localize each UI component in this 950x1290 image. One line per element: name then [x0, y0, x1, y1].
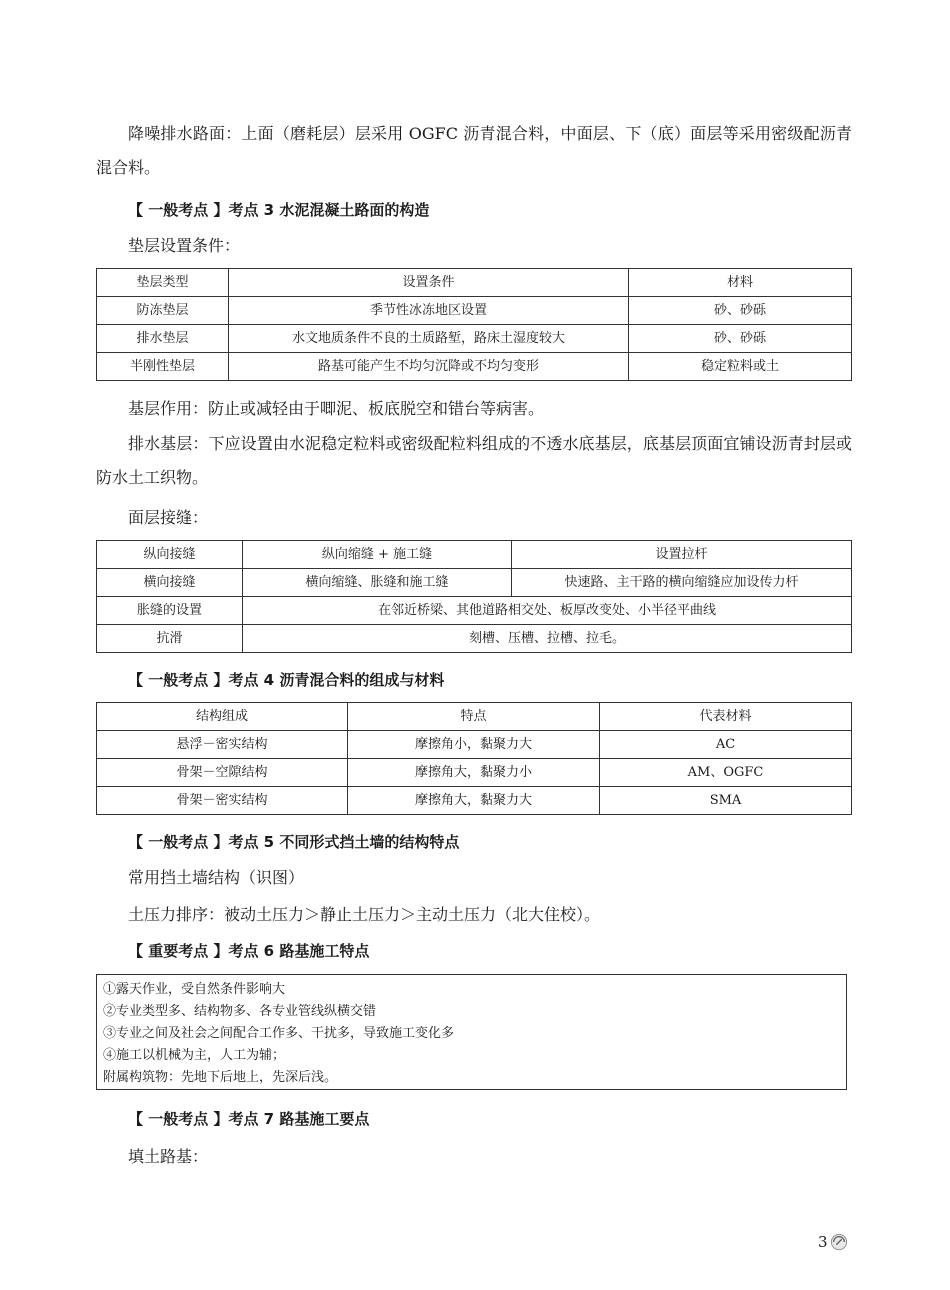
table-row [97, 731, 852, 759]
list-item: ④施工以机械为主，人工为辅； [103, 1048, 286, 1063]
table-cell: 摩擦角小，黏聚力大 [348, 731, 600, 759]
drain-base-paragraph: 排水基层：下应设置由水泥稳定粒料或密级配粒料组成的不透水底基层，底基层顶面宜铺设沥青封层或防水土工织物。 [96, 434, 852, 487]
table-header-cell: 结构组成 [97, 703, 348, 731]
section4-heading: 【 一般考点 】考点 4 沥青混合料的组成与材料 [128, 671, 445, 689]
section7-heading: 【 一般考点 】考点 7 路基施工要点 [128, 1110, 370, 1128]
intro-paragraph: 降噪排水路面：上面（磨耗层）层采用 OGFC 沥青混合料，中面层、下（底）面层等采用密级配沥青混合料。 [96, 124, 852, 177]
table-row [97, 759, 852, 787]
table-cell: AM、OGFC [600, 759, 852, 787]
table-cell: 骨架－密实结构 [97, 787, 348, 815]
table-cell: 胀缝的设置 [97, 597, 243, 625]
page-number [818, 1232, 848, 1252]
section5-heading: 【 一般考点 】考点 5 不同形式挡土墙的结构特点 [128, 833, 460, 851]
table-row [97, 569, 852, 597]
table-cell: 横向接缝 [97, 569, 243, 597]
table-cell: 水文地质条件不良的土质路堑，路床土湿度较大 [229, 325, 629, 353]
table-cell: 路基可能产生不均匀沉降或不均匀变形 [229, 353, 629, 381]
table-header-cell: 材料 [629, 269, 852, 297]
table-row [97, 325, 852, 353]
table-row [97, 297, 852, 325]
table-header-cell: 设置条件 [229, 269, 629, 297]
base-function-text: 基层作用：防止或减轻由于唧泥、板底脱空和错台等病害。 [128, 399, 545, 418]
asphalt-table [96, 702, 852, 815]
list-item: ①露天作业，受自然条件影响大 [103, 982, 286, 997]
table-cell: 稳定粒料或土 [629, 353, 852, 381]
table-header-cell: 特点 [348, 703, 600, 731]
table-row [97, 353, 852, 381]
section5-line1: 常用挡土墙结构（识图） [128, 868, 305, 887]
table-cell: 横向缩缝、胀缝和施工缝 [243, 569, 512, 597]
table-header-row [97, 703, 852, 731]
list-item: ②专业类型多、结构物多、各专业管线纵横交错 [103, 1004, 377, 1019]
table-row [97, 541, 852, 569]
joint-table [96, 540, 852, 653]
table-cell: 快速路、主干路的横向缩缝应加设传力杆 [512, 569, 852, 597]
table-cell: 抗滑 [97, 625, 243, 653]
table-cell: 季节性冰冻地区设置 [229, 297, 629, 325]
page-number-text: 3 [818, 1233, 828, 1251]
table-header-cell: 垫层类型 [97, 269, 229, 297]
section3-heading: 【 一般考点 】考点 3 水泥混凝土路面的构造 [128, 201, 430, 219]
table-cell: 砂、砂砾 [629, 297, 852, 325]
joint-label: 面层接缝： [128, 508, 209, 527]
section6-heading: 【 重要考点 】考点 6 路基施工特点 [128, 942, 370, 960]
cushion-table [96, 268, 852, 381]
table-cell: 排水垫层 [97, 325, 229, 353]
table-cell: 摩擦角大，黏聚力小 [348, 759, 600, 787]
table-cell: 在邻近桥梁、其他道路相交处、板厚改变处、小半径平曲线 [243, 597, 852, 625]
table-cell: 摩擦角大，黏聚力大 [348, 787, 600, 815]
cushion-label: 垫层设置条件： [128, 236, 241, 255]
section5-line2: 土压力排序：被动土压力＞静止土压力＞主动土压力（北大住校）。 [128, 905, 601, 924]
page-corner-icon [830, 1233, 848, 1251]
table-row [97, 787, 852, 815]
list-item: ③专业之间及社会之间配合工作多、干扰多，导致施工变化多 [103, 1026, 455, 1041]
table-row [97, 625, 852, 653]
table-header-cell: 代表材料 [600, 703, 852, 731]
table-cell: 悬浮－密实结构 [97, 731, 348, 759]
construction-features-box [96, 974, 847, 1090]
table-row [97, 597, 852, 625]
table-cell: SMA [600, 787, 852, 815]
table-cell: 设置拉杆 [512, 541, 852, 569]
table-cell: 骨架－空隙结构 [97, 759, 348, 787]
table-cell: 砂、砂砾 [629, 325, 852, 353]
table-cell: AC [600, 731, 852, 759]
table-cell: 防冻垫层 [97, 297, 229, 325]
section7-line1: 填土路基： [128, 1147, 209, 1166]
list-item: 附属构筑物：先地下后地上，先深后浅。 [103, 1070, 338, 1085]
table-cell: 纵向接缝 [97, 541, 243, 569]
table-cell: 纵向缩缝 + 施工缝 [243, 541, 512, 569]
table-cell: 半刚性垫层 [97, 353, 229, 381]
table-cell: 刻槽、压槽、拉槽、拉毛。 [243, 625, 852, 653]
table-header-row [97, 269, 852, 297]
